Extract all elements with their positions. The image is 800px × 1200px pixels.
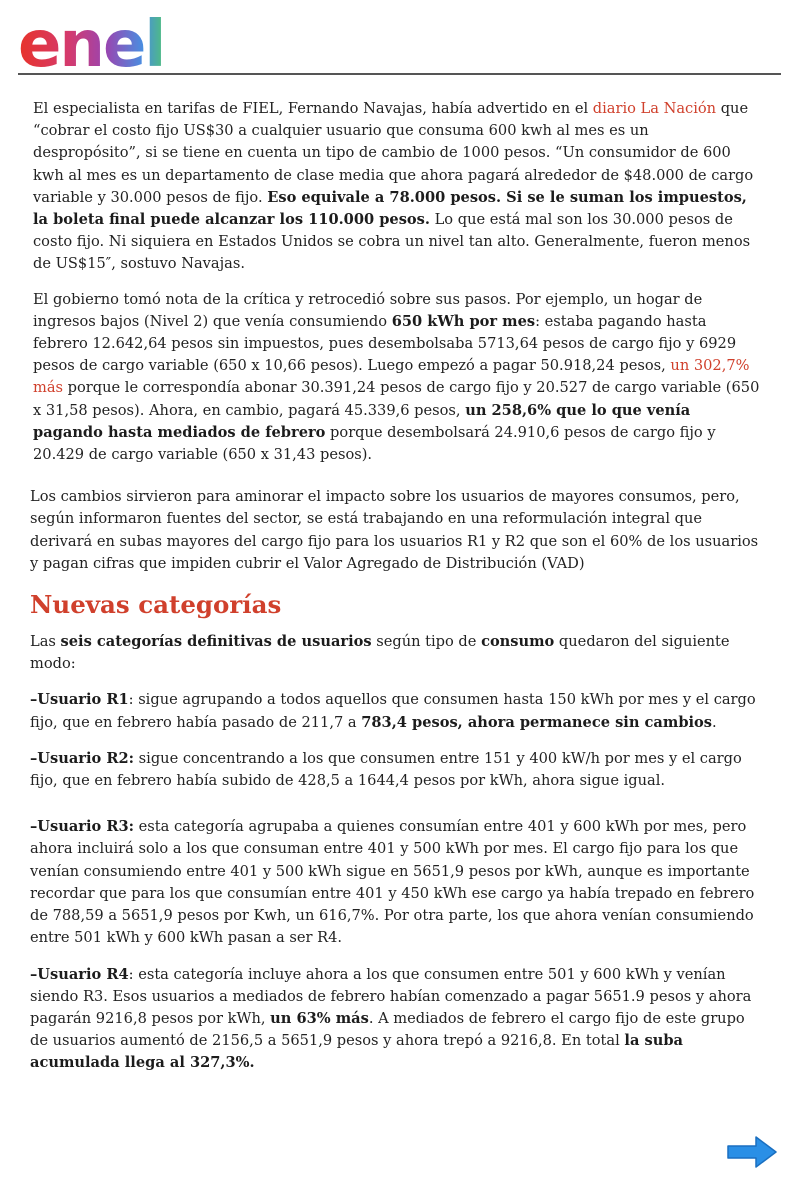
paragraph-navajas: El especialista en tarifas de FIEL, Fernando Navajas, había advertido en el diario La Nación que “cobrar el costo fijo US$30 a cualquier usuario que consuma 600 kwh al mes es un despropósito”, si se tiene en cuenta un tipo de cambio de 1000 pesos. “Un consumidor de 600 kwh al mes es un departamento de clase media que ahora pagará alrededor de $48.000 de cargo variable y 30.000 pesos de fijo. Eso equivale a 78.000 pesos. Si se le suman los impuestos, la boleta final puede alcanzar los 110.000 pesos. Lo que está mal son los 30.000 pesos de costo fijo. Ni siquiera en Estados Unidos se cobra un nivel tan alto. Generalmente, fueron menos de US$15″, sostuvo Navajas. xyxy=(33,100,754,273)
article-body xyxy=(30,98,760,1075)
page-header xyxy=(0,0,800,76)
svg-text:enel: enel xyxy=(18,8,165,70)
header-divider xyxy=(18,73,781,75)
link-la-nacion[interactable]: diario La Nación xyxy=(592,100,717,117)
section-heading-nuevas-categorias: Nuevas categorías xyxy=(30,590,282,620)
category-r4: –Usuario R4: esta categoría incluye ahora a los que consumen entre 501 y 600 kWh y venían siendo R3. Esos usuarios a mediados de febrero habían comenzado a pagar 5651.9 pesos y ahora pagarán 9216,8 pesos por kWh, un 63% más. A mediados de febrero el cargo fijo de este grupo de usuarios aumentó de 2156,5 a 5651,9 pesos y ahora trepó a 9216,8. En total la suba acumulada llega al 327,3%. xyxy=(30,965,752,1072)
highlight-302[interactable]: un 302,7% más xyxy=(33,357,750,397)
category-r2: –Usuario R2: sigue concentrando a los que consumen entre 151 y 400 kW/h por mes y el cargo fijo, que en febrero había subido de 428,5 a 1644,4 pesos por kWh, ahora sigue igual. xyxy=(30,749,742,790)
arrow-right-icon[interactable] xyxy=(726,1134,778,1170)
paragraph-gobierno: El gobierno tomó nota de la crítica y retrocedió sobre sus pasos. Por ejemplo, un hogar de ingresos bajos (Nivel 2) que venía consumiendo 650 kWh por mes: estaba pagando hasta febrero 12.642,64 pesos sin impuestos, pues desembolsaba 5713,64 pesos de cargo fijo y 6929 pesos de cargo variable (650 x 10,66 pesos). Luego empezó a pagar 50.918,24 pesos, un 302,7% más porque le correspondía abonar 30.391,24 pesos de cargo fijo y 20.527 de cargo variable (650 x 31,58 pesos). Ahora, en cambio, pagará 45.339,6 pesos, un 258,6% que lo que venía pagando hasta mediados de febrero porque desembolsará 24.910,6 pesos de cargo fijo y 20.429 de cargo variable (650 x 31,43 pesos). xyxy=(33,290,760,464)
paragraph-categorias-intro: Las seis categorías definitivas de usuarios según tipo de consumo quedaron del siguiente modo: xyxy=(30,633,730,673)
category-r3: –Usuario R3: esta categoría agrupaba a quienes consumían entre 401 y 600 kWh por mes, pero ahora incluirá solo a los que consuman entre 401 y 500 kWh por mes. El cargo fijo para los que venían consumiendo entre 401 y 500 kWh sigue en 5651,9 pesos por kWh, aunque es importante recordar que para los que consumían entre 401 y 450 kWh ese cargo ya había trepado en febrero de 788,59 a 5651,9 pesos por Kwh, un 616,7%. Por otra parte, los que ahora venían consumiendo entre 501 kWh y 600 kWh pasan a ser R4. xyxy=(30,818,755,947)
paragraph-cambios: Los cambios sirvieron para aminorar el impacto sobre los usuarios de mayores consumos, pero, según informaron fuentes del sector, se está trabajando en una reformulación integral que derivará en subas mayores del cargo fijo para los usuarios R1 y R2 que son el 60% de los usuarios y pagan cifras que impiden cubrir el Valor Agregado de Distribución (VAD) xyxy=(30,488,759,572)
category-r1: –Usuario R1: sigue agrupando a todos aquellos que consumen hasta 150 kWh por mes y el cargo fijo, que en febrero había pasado de 211,7 a 783,4 pesos, ahora permanece sin cambios. xyxy=(30,691,756,731)
enel-logo[interactable] xyxy=(18,8,180,70)
